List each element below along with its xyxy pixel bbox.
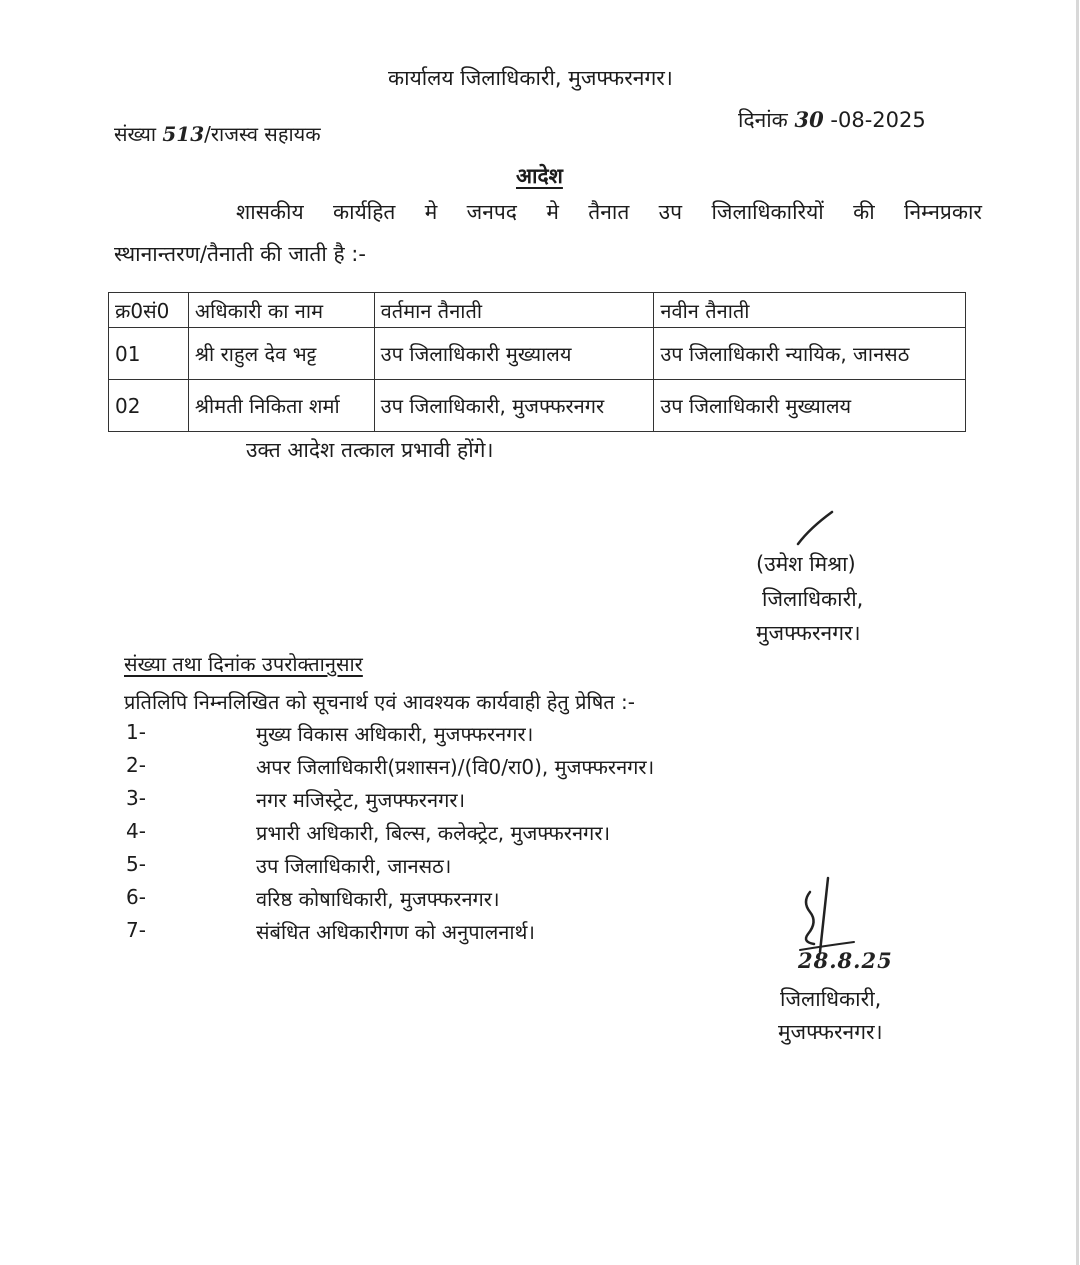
row-current-posting: उप जिलाधिकारी मुख्यालय <box>374 328 654 380</box>
copy-intro: प्रतिलिपि निम्नलिखित को सूचनार्थ एवं आवश्यक कार्यवाही हेतु प्रेषित :- <box>124 690 636 714</box>
copy-list-item <box>126 885 500 911</box>
date-prefix: दिनांक <box>738 108 788 132</box>
copy-item-text: उप जिलाधिकारी, जानसठ। <box>256 854 452 878</box>
table-header-row <box>109 293 966 328</box>
reference-prefix: संख्या <box>114 122 156 146</box>
reference-handwritten-number: 513 <box>162 122 205 146</box>
signatory-place: मुजफ्फरनगर। <box>756 621 861 645</box>
row-serial: 01 <box>109 328 189 380</box>
footer-signatory-place: मुजफ्फरनगर। <box>778 1020 883 1044</box>
table-row <box>109 380 966 432</box>
header-current-posting: वर्तमान तैनाती <box>374 293 654 328</box>
row-serial: 02 <box>109 380 189 432</box>
row-new-posting: उप जिलाधिकारी मुख्यालय <box>654 380 966 432</box>
row-new-posting: उप जिलाधिकारी न्यायिक, जानसठ <box>654 328 966 380</box>
copy-item-number: 2- <box>126 753 146 777</box>
handwritten-date: 28.8.25 <box>798 948 893 973</box>
copy-list-item <box>126 753 655 779</box>
header-new-posting: नवीन तैनाती <box>654 293 966 328</box>
copy-item-number: 1- <box>126 720 146 744</box>
copy-list-item <box>126 786 466 812</box>
copy-item-number: 4- <box>126 819 146 843</box>
row-current-posting: उप जिलाधिकारी, मुजफ्फरनगर <box>374 380 654 432</box>
copy-list-item <box>126 720 534 746</box>
signature-mark <box>790 506 840 550</box>
order-closing: उक्त आदेश तत्काल प्रभावी होंगे। <box>246 438 494 462</box>
copy-list-item <box>126 852 452 878</box>
copy-item-text: नगर मजिस्ट्रेट, मुजफ्फरनगर। <box>256 788 466 812</box>
copy-item-number: 6- <box>126 885 146 909</box>
row-officer-name: श्री राहुल देव भट्ट <box>188 328 374 380</box>
reference-suffix: /राजस्व सहायक <box>204 122 321 146</box>
date-handwritten-day: 30 <box>794 107 824 132</box>
signatory-name: (उमेश मिश्रा) <box>756 552 856 576</box>
order-body-line2: स्थानान्तरण/तैनाती की जाती है :- <box>114 242 366 266</box>
table-row <box>109 328 966 380</box>
copy-item-number: 3- <box>126 786 146 810</box>
copy-item-number: 7- <box>126 918 146 942</box>
transfer-table <box>108 292 966 432</box>
order-date <box>738 106 926 134</box>
row-officer-name: श्रीमती निकिता शर्मा <box>188 380 374 432</box>
copy-item-number: 5- <box>126 852 146 876</box>
copy-list-item <box>126 918 535 944</box>
order-body-line1: शासकीय कार्यहित मे जनपद मे तैनात उप जिलाधिकारियों की निम्नप्रकार <box>236 200 982 224</box>
copy-list-item <box>126 819 611 845</box>
copy-item-text: मुख्य विकास अधिकारी, मुजफ्फरनगर। <box>256 722 534 746</box>
signatory-designation: जिलाधिकारी, <box>762 587 864 611</box>
copy-item-text: वरिष्ठ कोषाधिकारी, मुजफ्फरनगर। <box>256 887 500 911</box>
header-serial: क्र0सं0 <box>109 293 189 328</box>
order-title: आदेश <box>516 164 563 188</box>
copy-reference-line: संख्या तथा दिनांक उपरोक्तानुसार <box>124 652 363 676</box>
copy-item-text: प्रभारी अधिकारी, बिल्स, कलेक्ट्रेट, मुजफ्फरनगर। <box>256 821 611 845</box>
date-suffix: -08-2025 <box>830 108 926 132</box>
copy-item-text: अपर जिलाधिकारी(प्रशासन)/(वि0/रा0), मुजफ्फरनगर। <box>256 755 655 779</box>
copy-item-text: संबंधित अधिकारीगण को अनुपालनार्थ। <box>256 920 535 944</box>
footer-signatory-designation: जिलाधिकारी, <box>780 987 882 1011</box>
reference-number <box>114 120 321 147</box>
office-heading: कार्यालय जिलाधिकारी, मुजफ्फरनगर। <box>388 66 673 90</box>
header-officer-name: अधिकारी का नाम <box>188 293 374 328</box>
